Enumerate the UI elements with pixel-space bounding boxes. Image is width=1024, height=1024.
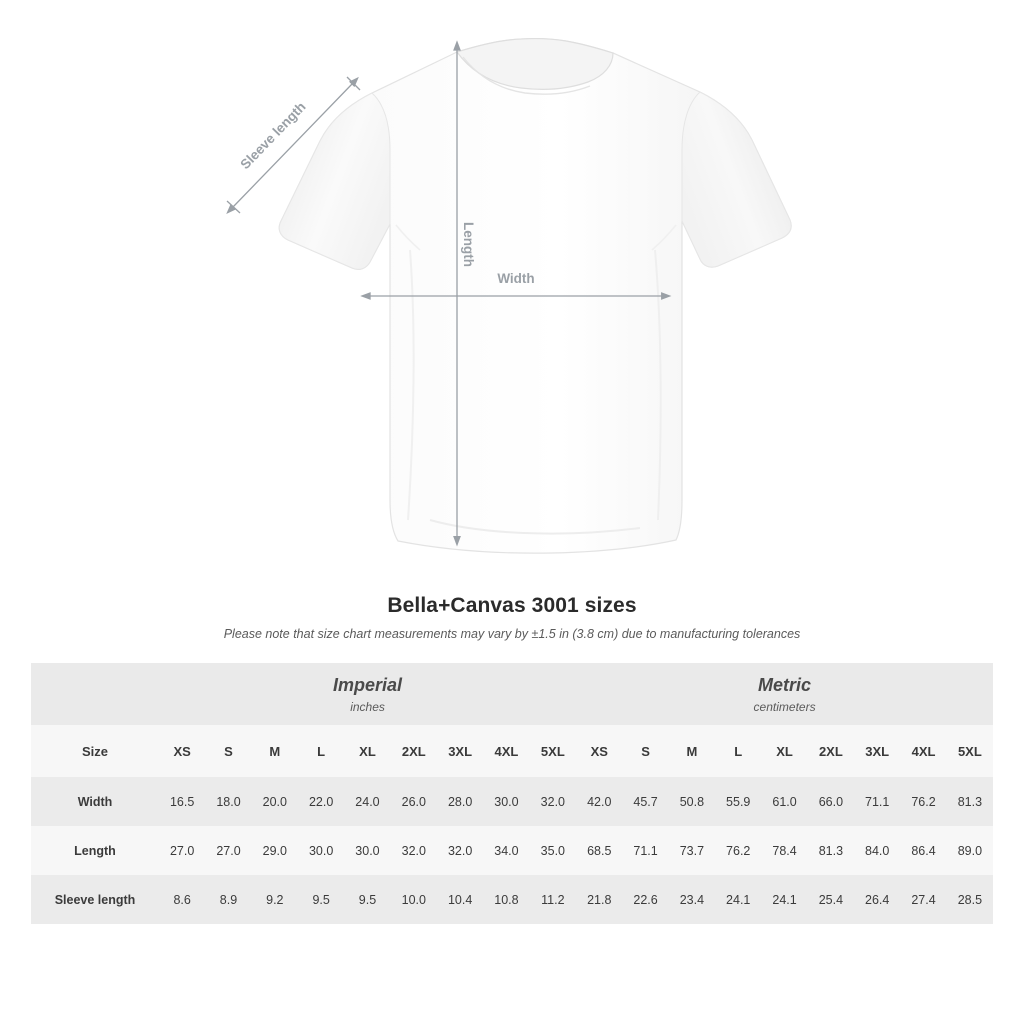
cell-0-12: 55.9 [715, 777, 761, 826]
cell-0-3: 22.0 [298, 777, 344, 826]
cell-1-4: 30.0 [344, 826, 390, 875]
header-size-16: 4XL [900, 725, 946, 777]
cell-2-7: 10.8 [483, 875, 529, 924]
cell-1-5: 32.0 [391, 826, 437, 875]
cell-1-15: 84.0 [854, 826, 900, 875]
cell-2-8: 11.2 [530, 875, 576, 924]
system-metric-name: Metric [758, 675, 812, 696]
cell-0-4: 24.0 [344, 777, 390, 826]
header-size-14: 2XL [808, 725, 854, 777]
cell-0-5: 26.0 [391, 777, 437, 826]
cell-2-4: 9.5 [344, 875, 390, 924]
header-size-9: XS [576, 725, 622, 777]
page-title: Bella+Canvas 3001 sizes [387, 594, 637, 617]
cell-2-12: 24.1 [715, 875, 761, 924]
header-size-13: XL [761, 725, 807, 777]
tolerance-note: Please note that size chart measurements may vary by ±1.5 in (3.8 cm) due to manufacturing tolerances [223, 627, 801, 641]
sleeve-length-label: Sleeve length [237, 99, 309, 173]
cell-2-3: 9.5 [298, 875, 344, 924]
cell-1-11: 73.7 [669, 826, 715, 875]
header-size-8: 5XL [530, 725, 576, 777]
row-label-0: Width [31, 777, 159, 826]
system-metric [576, 663, 993, 725]
cell-1-13: 78.4 [761, 826, 807, 875]
cell-1-2: 29.0 [252, 826, 298, 875]
cell-1-12: 76.2 [715, 826, 761, 875]
cell-1-14: 81.3 [808, 826, 854, 875]
cell-2-9: 21.8 [576, 875, 622, 924]
cell-1-16: 86.4 [900, 826, 946, 875]
header-size-15: 3XL [854, 725, 900, 777]
length-label: Length [461, 222, 476, 267]
table-header-row [31, 725, 993, 777]
header-size-4: XL [344, 725, 390, 777]
cell-0-16: 76.2 [900, 777, 946, 826]
cell-2-5: 10.0 [391, 875, 437, 924]
cell-1-0: 27.0 [159, 826, 205, 875]
cell-1-9: 68.5 [576, 826, 622, 875]
cell-2-2: 9.2 [252, 875, 298, 924]
header-size-5: 2XL [391, 725, 437, 777]
cell-1-3: 30.0 [298, 826, 344, 875]
cell-2-11: 23.4 [669, 875, 715, 924]
header-size-11: M [669, 725, 715, 777]
cell-2-0: 8.6 [159, 875, 205, 924]
header-size-1: S [205, 725, 251, 777]
system-metric-unit: centimeters [753, 699, 816, 714]
cell-0-11: 50.8 [669, 777, 715, 826]
cell-0-17: 81.3 [947, 777, 993, 826]
system-imperial-name: Imperial [333, 675, 403, 696]
cell-2-10: 22.6 [622, 875, 668, 924]
cell-1-17: 89.0 [947, 826, 993, 875]
cell-1-7: 34.0 [483, 826, 529, 875]
cell-1-1: 27.0 [205, 826, 251, 875]
cell-2-16: 27.4 [900, 875, 946, 924]
cell-2-17: 28.5 [947, 875, 993, 924]
header-size-10: S [622, 725, 668, 777]
header-size-7: 4XL [483, 725, 529, 777]
header-size-12: L [715, 725, 761, 777]
header-size-6: 3XL [437, 725, 483, 777]
table-system-row [31, 663, 993, 725]
cell-0-7: 30.0 [483, 777, 529, 826]
cell-2-1: 8.9 [205, 875, 251, 924]
cell-0-10: 45.7 [622, 777, 668, 826]
table-row [31, 875, 993, 924]
cell-0-9: 42.0 [576, 777, 622, 826]
cell-2-6: 10.4 [437, 875, 483, 924]
cell-0-2: 20.0 [252, 777, 298, 826]
cell-2-15: 26.4 [854, 875, 900, 924]
cell-0-0: 16.5 [159, 777, 205, 826]
cell-1-8: 35.0 [530, 826, 576, 875]
cell-0-15: 71.1 [854, 777, 900, 826]
cell-1-6: 32.0 [437, 826, 483, 875]
size-chart-table-wrapper [31, 663, 993, 924]
cell-0-14: 66.0 [808, 777, 854, 826]
table-row [31, 777, 993, 826]
size-chart-table [31, 663, 993, 924]
cell-0-6: 28.0 [437, 777, 483, 826]
cell-0-8: 32.0 [530, 777, 576, 826]
header-size-label: Size [31, 725, 159, 777]
system-imperial [159, 663, 576, 725]
cell-0-13: 61.0 [761, 777, 807, 826]
cell-2-14: 25.4 [808, 875, 854, 924]
header-size-17: 5XL [947, 725, 993, 777]
cell-2-13: 24.1 [761, 875, 807, 924]
row-label-2: Sleeve length [31, 875, 159, 924]
cell-0-1: 18.0 [205, 777, 251, 826]
chart-heading [0, 594, 1024, 641]
cell-1-10: 71.1 [622, 826, 668, 875]
system-imperial-unit: inches [350, 699, 385, 714]
header-size-3: L [298, 725, 344, 777]
system-row-spacer [31, 663, 159, 725]
table-row [31, 826, 993, 875]
header-size-2: M [252, 725, 298, 777]
width-label: Width [497, 271, 535, 286]
header-size-0: XS [159, 725, 205, 777]
row-label-1: Length [31, 826, 159, 875]
